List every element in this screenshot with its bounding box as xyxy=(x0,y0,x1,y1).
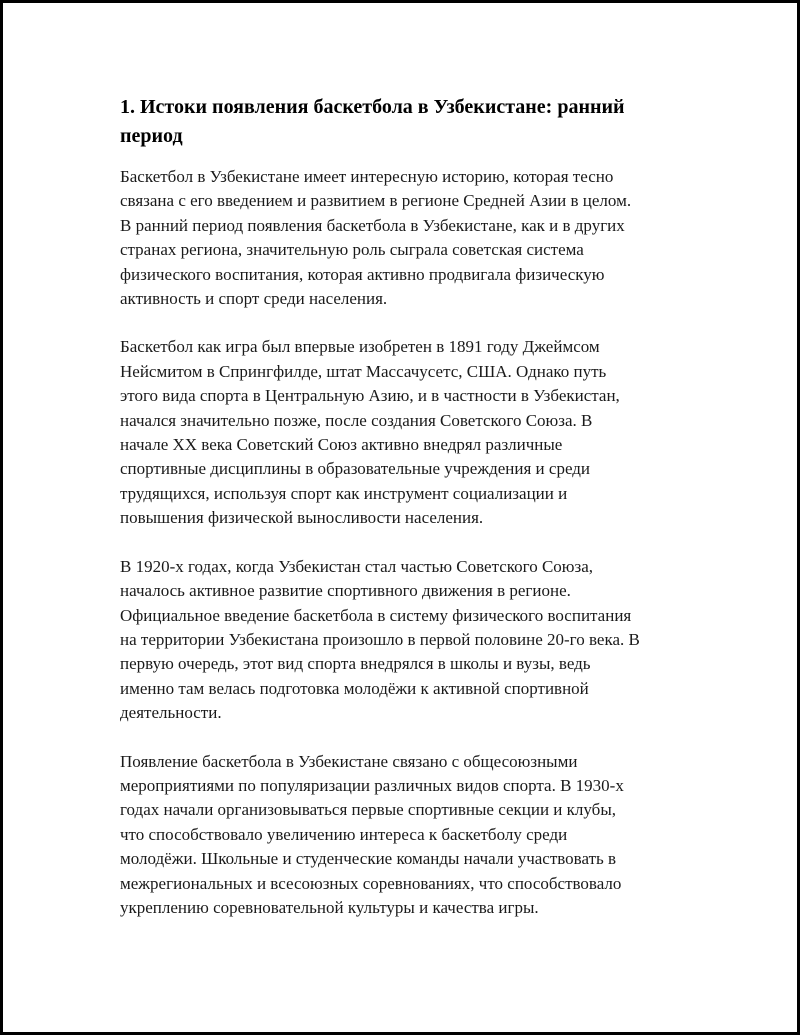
paragraph-1: Баскетбол в Узбекистане имеет интересную историю, которая тесно связана с его введением и развитием в регионе Средней Азии в целом. В ранний период появления баскетбола в Узбекистане, как и в других странах региона, значительную роль сыграла советская система физического воспитания, которая активно продвигала физическую активность и спорт среди населения. xyxy=(120,167,632,309)
paragraph-3: В 1920-х годах, когда Узбекистан стал частью Советского Союза, началось активное развитие спортивного движения в регионе. Официальное введение баскетбола в систему физического воспитания на территории Узбекистана произошло в первой половине 20-го века. В первую очередь, этот вид спорта внедрялся в школы и вузы, ведь именно там велась подготовка молодёжи к активной спортивной деятельности. xyxy=(120,556,640,723)
paragraph-4: Появление баскетбола в Узбекистане связано с общесоюзными мероприятиями по популяризации различных видов спорта. В 1930-х годах начали организовываться первые спортивные секции и клубы, что способствовало увеличению интереса к баскетболу среди молодёжи. Школьные и студенческие команды начали участвовать в межрегиональных и всесоюзных соревнованиях, что способствовало укреплению соревновательной культуры и качества игры. xyxy=(120,751,624,917)
section-heading: 1. Истоки появления баскетбола в Узбекистане: ранний период xyxy=(120,96,625,147)
document-content xyxy=(120,93,695,944)
paragraph-2: Баскетбол как игра был впервые изобретен в 1891 году Джеймсом Нейсмитом в Спрингфилде, штат Массачусетс, США. Однако путь этого вида спорта в Центральную Азию, и в частности в Узбекистан, начался значительно позже, после создания Советского Союза. В начале XX века Советский Союз активно внедрял различные спортивные дисциплины в образовательные учреждения и среди трудящихся, используя спорт как инструмент социализации и повышения физической выносливости населения. xyxy=(120,337,620,528)
